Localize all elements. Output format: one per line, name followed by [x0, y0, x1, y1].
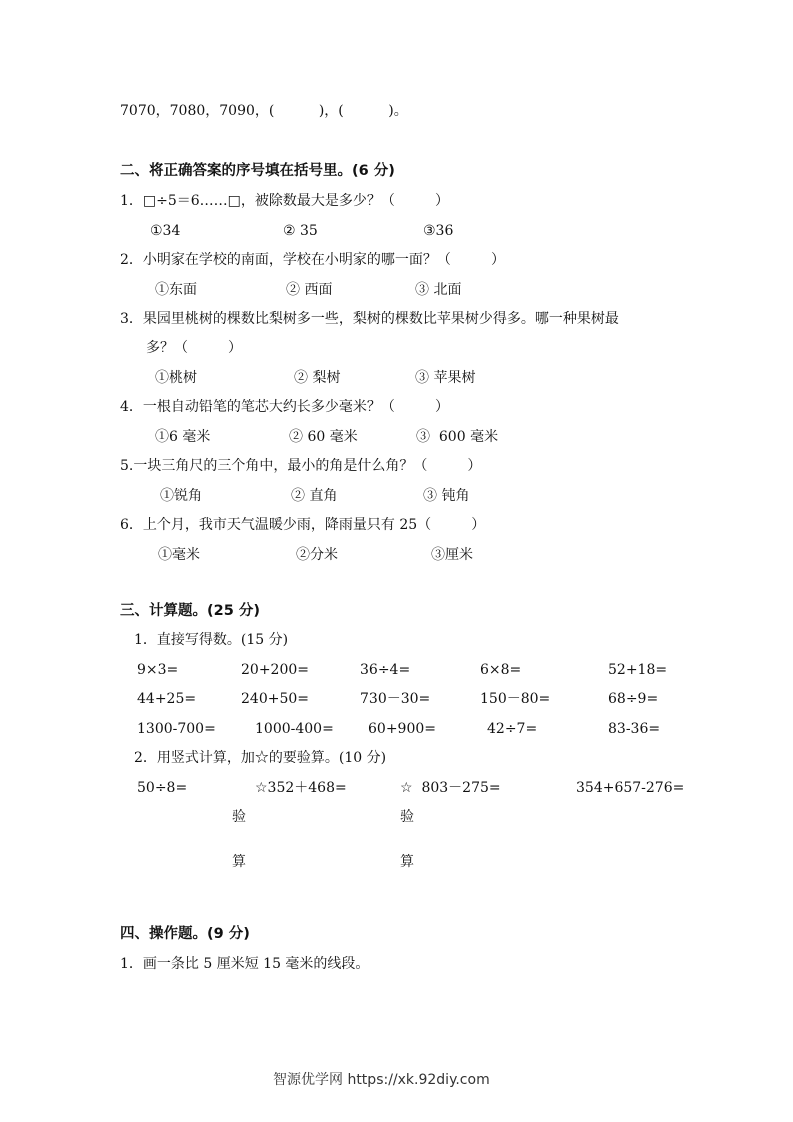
calc-r3-c4: 42÷7= [487, 721, 538, 737]
q4-option-3: ③ 600 毫米 [416, 429, 499, 445]
q6-stem: 6．上个月，我市天气温暖少雨，降雨量只有 25（ ） [120, 517, 486, 533]
q3-option-3: ③ 苹果树 [415, 370, 476, 386]
calc-r3-c1: 1300-700= [137, 721, 216, 737]
calc-r2-c5: 68÷9= [608, 691, 659, 707]
q5-stem: 5.一块三角尺的三个角中，最小的角是什么角？（ ） [120, 458, 482, 474]
vertical-calc-2: ☆352＋468= [255, 780, 347, 796]
check-label-bottom-2: 算 [400, 854, 414, 870]
q3-stem: 3．果园里桃树的棵数比梨树多一些，梨树的棵数比苹果树少得多。哪一种果树最 [120, 311, 619, 327]
q2-stem: 2．小明家在学校的南面，学校在小明家的哪一面？（ ） [120, 252, 505, 268]
section2-title: 二、将正确答案的序号填在括号里。(6 分) [120, 163, 395, 179]
calc-r3-c2: 1000-400= [255, 721, 334, 737]
q3-option-2: ② 梨树 [294, 370, 341, 386]
calc-r2-c4: 150－80= [480, 691, 551, 707]
check-label-top-2: 验 [400, 809, 414, 825]
q6-option-2: ②分米 [296, 547, 338, 563]
footer-watermark: 智源优学网 https://xk.92diy.com [273, 1072, 490, 1088]
calc-r2-c3: 730－30= [360, 691, 431, 707]
section4-q1: 1．画一条比 5 厘米短 15 毫米的线段。 [120, 956, 370, 972]
calc-r1-c5: 52+18= [608, 662, 668, 678]
q4-stem: 4．一根自动铅笔的笔芯大约长多少毫米？（ ） [120, 399, 449, 415]
vertical-calc-3: ☆ 803－275= [400, 780, 501, 796]
q4-option-2: ② 60 毫米 [289, 429, 358, 445]
q3-option-1: ①桃树 [155, 370, 197, 386]
q6-option-3: ③厘米 [431, 547, 473, 563]
q2-option-1: ①东面 [155, 282, 197, 298]
q6-option-1: ①毫米 [158, 547, 200, 563]
sequence-line: 7070，7080，7090，( )，( )。 [120, 103, 408, 119]
section3-title: 三、计算题。(25 分) [120, 603, 260, 619]
section4-title: 四、操作题。(9 分) [120, 926, 250, 942]
calc-r2-c1: 44+25= [137, 691, 197, 707]
q2-option-3: ③ 北面 [415, 282, 462, 298]
calc-part2-title: 2．用竖式计算，加☆的要验算。(10 分) [134, 750, 387, 766]
calc-r2-c2: 240+50= [241, 691, 309, 707]
calc-r1-c3: 36÷4= [360, 662, 411, 678]
q5-option-3: ③ 钝角 [423, 488, 470, 504]
q4-option-1: ①6 毫米 [155, 429, 211, 445]
check-label-top-1: 验 [232, 809, 246, 825]
calc-r1-c4: 6×8= [480, 662, 522, 678]
vertical-calc-1: 50÷8= [137, 780, 188, 796]
calc-r1-c2: 20+200= [241, 662, 309, 678]
calc-part1-title: 1．直接写得数。(15 分) [134, 632, 289, 648]
check-label-bottom-1: 算 [232, 854, 246, 870]
q2-option-2: ② 西面 [286, 282, 333, 298]
q1-option-1: ①34 [150, 223, 181, 239]
q1-option-3: ③36 [423, 223, 454, 239]
q3-stem-cont: 多？（ ） [146, 340, 243, 356]
calc-r3-c3: 60+900= [368, 721, 436, 737]
q1-stem: 1．□÷5＝6……□，被除数最大是多少？（ ） [120, 193, 449, 209]
calc-r3-c5: 83-36= [608, 721, 661, 737]
q1-option-2: ② 35 [283, 223, 318, 239]
q5-option-1: ①锐角 [160, 488, 202, 504]
vertical-calc-4: 354+657-276= [576, 780, 685, 796]
calc-r1-c1: 9×3= [137, 662, 179, 678]
q5-option-2: ② 直角 [291, 488, 338, 504]
